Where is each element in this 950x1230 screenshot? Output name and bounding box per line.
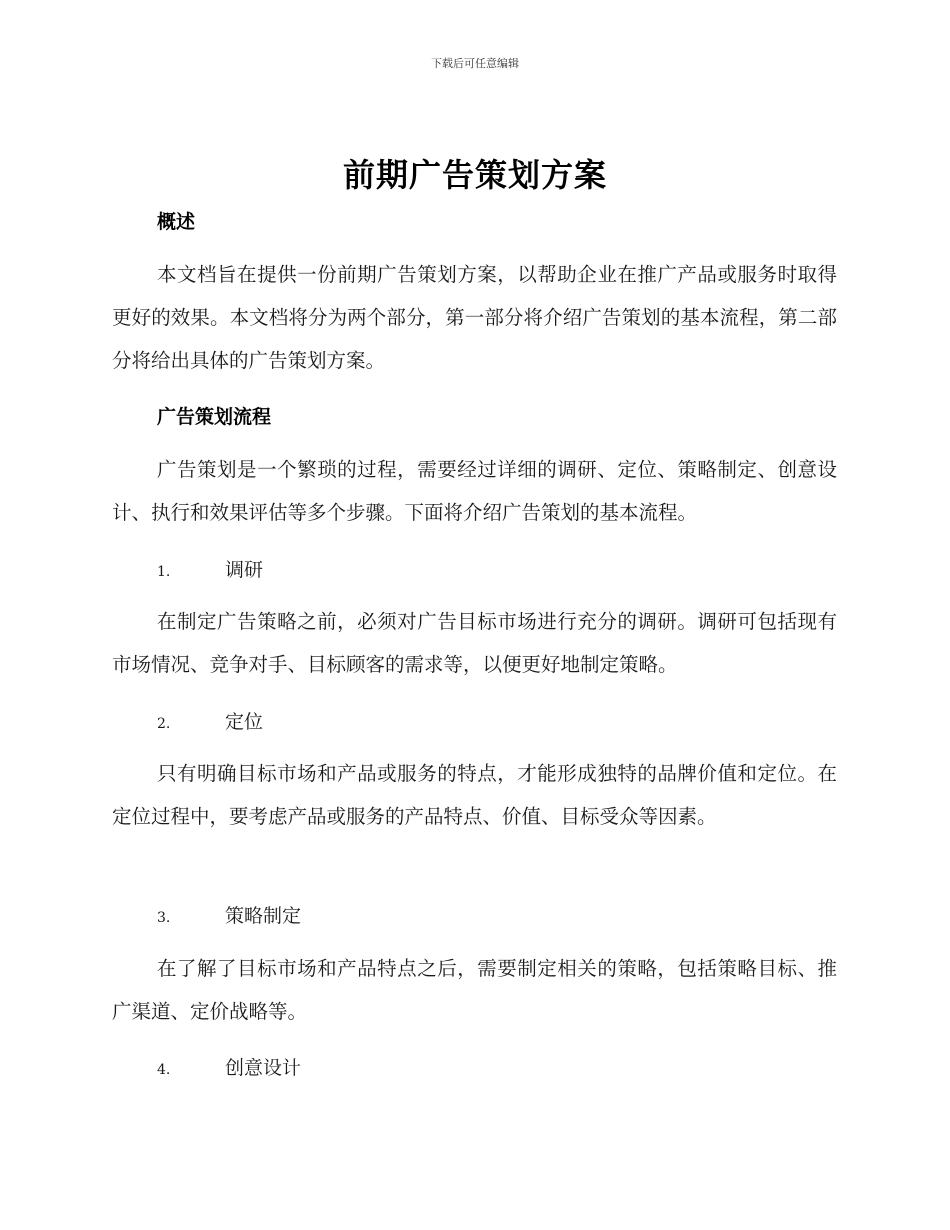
list-item-title: 调研 bbox=[225, 559, 264, 581]
process-intro-paragraph: 广告策划是一个繁琐的过程，需要经过详细的调研、定位、策略制定、创意设计、执行和效果评估等多个步骤。下面将介绍广告策划的基本流程。 bbox=[112, 458, 837, 524]
list-item bbox=[157, 555, 263, 582]
list-item bbox=[157, 901, 301, 928]
list-item-title: 定位 bbox=[225, 711, 264, 733]
list-item bbox=[157, 707, 263, 734]
list-item-number: 4. bbox=[157, 1062, 171, 1078]
list-item bbox=[157, 1053, 301, 1080]
list-item-title: 创意设计 bbox=[225, 1057, 302, 1079]
page-header: 下载后可任意编辑 bbox=[431, 57, 519, 70]
section-heading-process: 广告策划流程 bbox=[157, 406, 272, 428]
step-paragraph: 在制定广告策略之前，必须对广告目标市场进行充分的调研。调研可包括现有市场情况、竞争对手、目标顾客的需求等，以便更好地制定策略。 bbox=[112, 610, 837, 676]
overview-paragraph: 本文档旨在提供一份前期广告策划方案，以帮助企业在推广产品或服务时取得更好的效果。本文档将分为两个部分，第一部分将介绍广告策划的基本流程，第二部分将给出具体的广告策划方案。 bbox=[112, 263, 837, 372]
step-paragraph: 在了解了目标市场和产品特点之后，需要制定相关的策略，包括策略目标、推广渠道、定价战略等。 bbox=[112, 957, 837, 1023]
list-item-number: 2. bbox=[157, 716, 171, 732]
step-paragraph: 只有明确目标市场和产品或服务的特点，才能形成独特的品牌价值和定位。在定位过程中，要考虑产品或服务的产品特点、价值、目标受众等因素。 bbox=[112, 762, 837, 828]
list-item-title: 策略制定 bbox=[225, 905, 302, 927]
section-heading-overview: 概述 bbox=[157, 211, 196, 233]
list-item-number: 3. bbox=[157, 910, 171, 926]
list-item-number: 1. bbox=[157, 564, 171, 580]
document-title: 前期广告策划方案 bbox=[342, 156, 607, 194]
